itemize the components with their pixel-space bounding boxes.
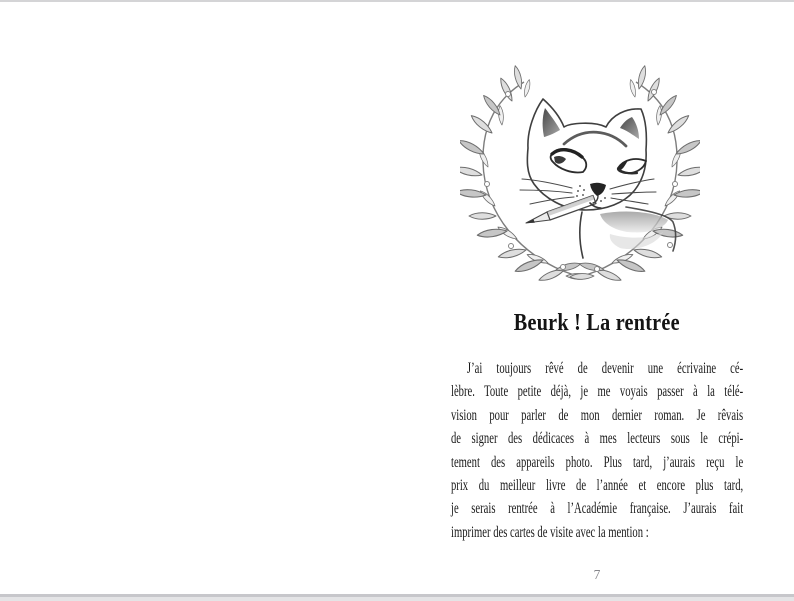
chapter-paragraph	[451, 357, 743, 544]
paragraph-line: je serais rentrée à l’Académie française. J’aurais fait	[451, 500, 744, 518]
paragraph-line: J’ai toujours rêvé de devenir une écrivaine cé-	[466, 360, 744, 377]
paragraph-line: vision pour parler de mon dernier roman. Je rêvais	[451, 406, 744, 424]
paragraph-line: de signer des dédicaces à mes lecteurs sous le crépi-	[451, 430, 744, 448]
page-left-blank	[0, 2, 397, 594]
window-bottom-edge	[0, 594, 794, 601]
page-number: 7	[593, 567, 601, 582]
paragraph-line: tement des appareils photo. Plus tard, j’aurais reçu le	[451, 453, 744, 471]
paragraph-line: lèbre. Toute petite déjà, je me voyais passer à la télé-	[451, 383, 744, 401]
page-right	[397, 2, 794, 594]
cat-with-pencil-laurel-illustration	[460, 62, 700, 292]
paragraph-line: imprimer des cartes de visite avec la mention :	[451, 523, 649, 541]
bottom-edge-strip	[0, 597, 794, 601]
paragraph-line: prix du meilleur livre de l’année et encore plus tard,	[451, 477, 744, 495]
chapter-title	[451, 304, 743, 338]
chapter-title-text: Beurk ! La rentrée	[514, 310, 680, 336]
